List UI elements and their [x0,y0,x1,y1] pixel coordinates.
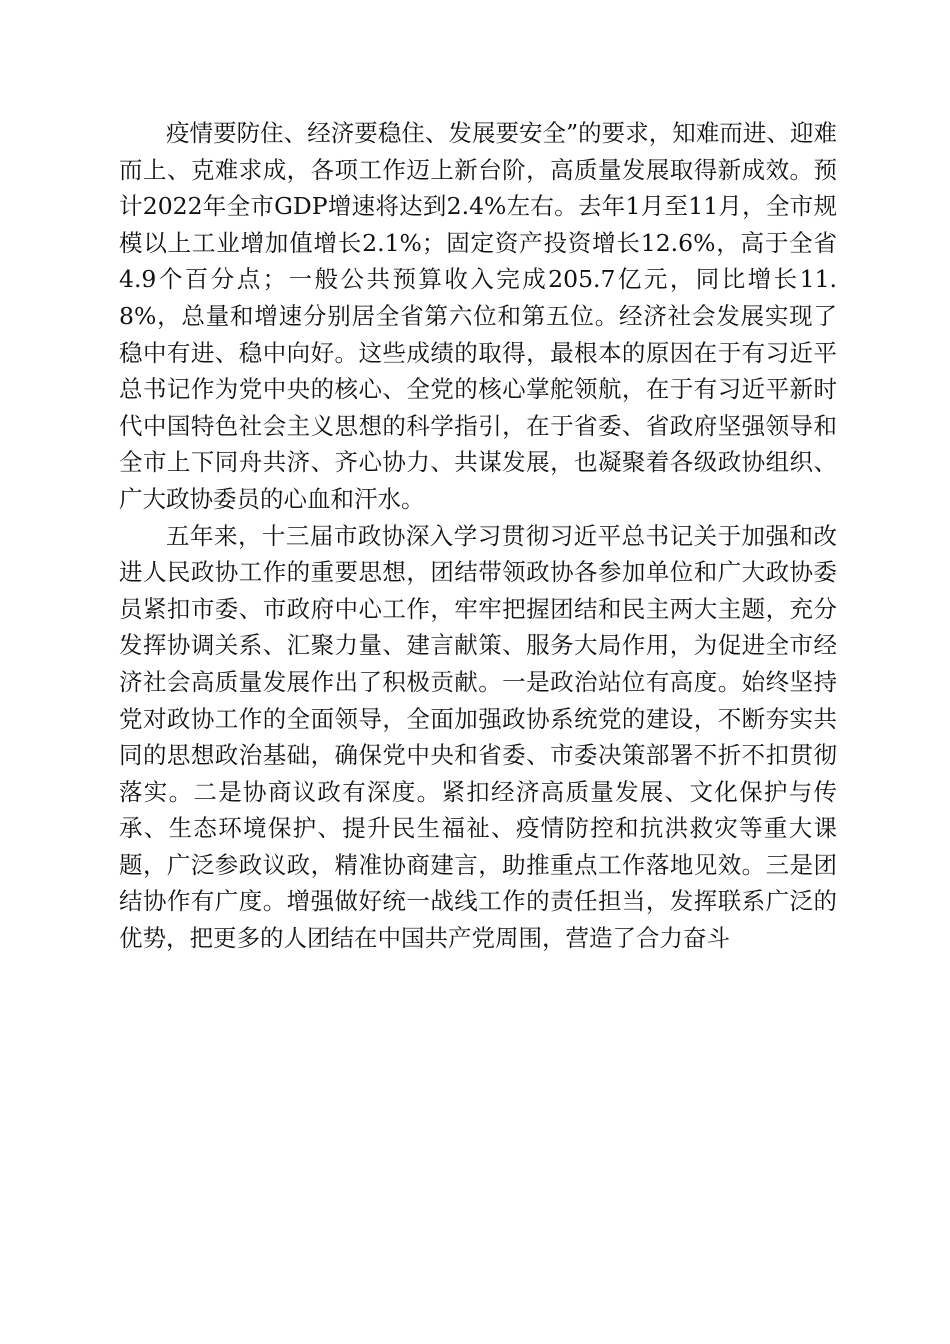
paragraph-2: 五年来，十三届市政协深入学习贯彻习近平总书记关于加强和改进人民政协工作的重要思想，团结带领政协各参加单位和广大政协委员紧扣市委、市政府中心工作，牢牢把握团结和民主两大主题，充分发挥协调关系、汇聚力量、建言献策、服务大局作用，为促进全市经济社会高质量发展作出了积极贡献。一是政治站位有高度。始终坚持党对政协工作的全面领导，全面加强政协系统党的建设，不断夯实共同的思想政治基础，确保党中央和省委、市委决策部署不折不扣贯彻落实。二是协商议政有深度。紧扣经济高质量发展、文化保护与传承、生态环境保护、提升民生福祉、疫情防控和抗洪救灾等重大课题，广泛参政议政，精准协商建言，助推重点工作落地见效。三是团结协作有广度。增强做好统一战线工作的责任担当，发挥联系广泛的优势，把更多的人团结在中国共产党周围，营造了合力奋斗 [119,521,837,953]
paragraph-1: 疫情要防住、经济要稳住、发展要安全”的要求，知难而进、迎难而上、克难求成，各项工作迈上新台阶，高质量发展取得新成效。预计2022年全市GDP增速将达到2.4%左右。去年1月至11月，全市规模以上工业增加值增长2.1%；固定资产投资增长12.6%，高于全省4.9个百分点；一般公共预算收入完成205.7亿元，同比增长11.8%，总量和增速分别居全省第六位和第五位。经济社会发展实现了稳中有进、稳中向好。这些成绩的取得，最根本的原因在于有习近平总书记作为党中央的核心、全党的核心掌舵领航，在于有习近平新时代中国特色社会主义思想的科学指引，在于省委、省政府坚强领导和全市上下同舟共济、齐心协力、共谋发展，也凝聚着各级政协组织、广大政协委员的心血和汗水。 [119,119,837,513]
document-page [119,115,837,957]
